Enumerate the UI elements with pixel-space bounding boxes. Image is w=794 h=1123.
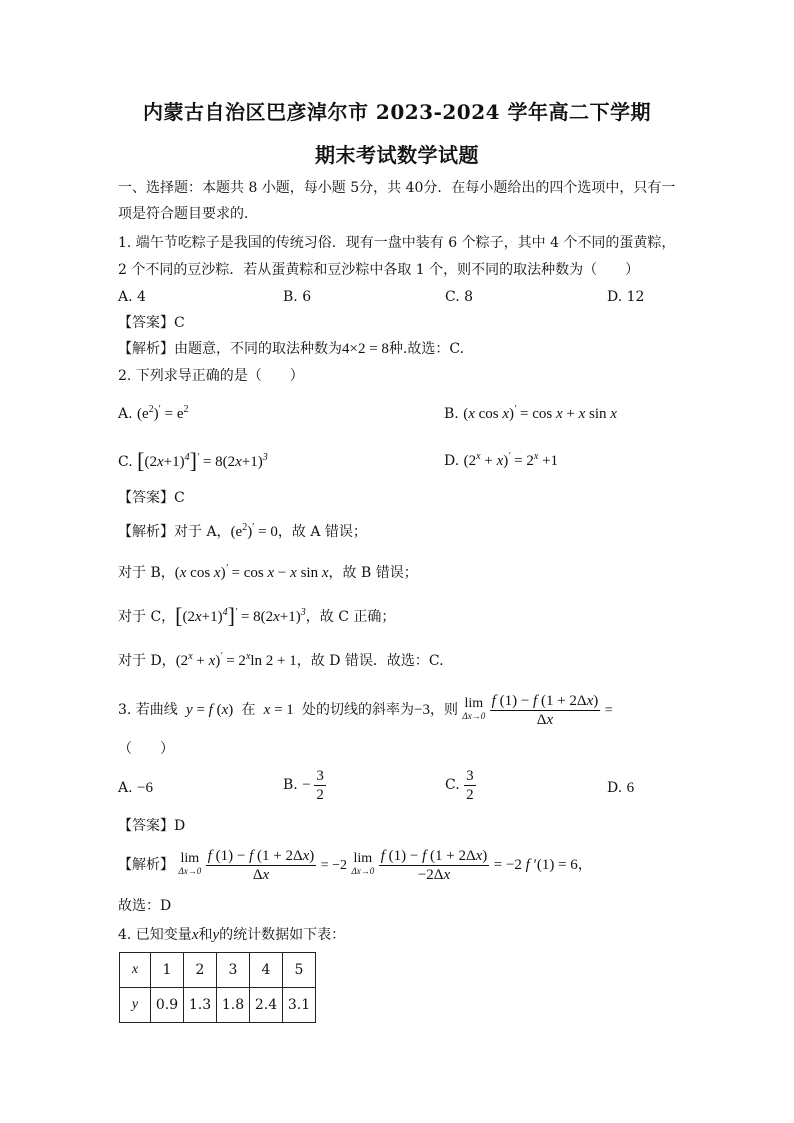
q3-option-b [283,767,326,804]
stem-text: 在 [241,702,256,718]
analysis-result: = −2 f ′(1) = 6 [493,857,578,873]
analysis-formula: 4×2 = 8 [342,341,389,357]
option-value: 6 [626,780,635,796]
analysis-label: 【解析】 [118,857,174,873]
q3-stem: 3. 若曲线 y = f (x) 在 x = 1 处的切线的斜率为−3，则 lim Δx→0 $\frac{f (1) - f (1 + 2\Delta x)}{\Delta x}$ = [118,692,613,728]
analysis-text-end: ，故 B 错误； [328,565,418,581]
table-header-y: y [120,988,151,1023]
table-header-x: x [120,953,151,988]
stem-text: 3. 若曲线 [118,702,178,718]
analysis-text: 对于 D， [118,653,176,669]
exam-title-line1: 内蒙古自治区巴彦淖尔市 2023-2024 学年高二下学期 [142,100,652,124]
table-row-x [120,953,316,988]
q2-analysis-d [118,651,444,671]
option-value: $\frac{3}{2}$ [466,768,474,803]
table-cell: 2.4 [250,988,283,1023]
table-cell: 1.3 [184,988,217,1023]
analysis-text: 对于 C， [118,609,176,625]
analysis-text: 对于 A， [174,524,231,540]
option-label: A. [118,780,133,796]
table-cell: 0.9 [151,988,184,1023]
q1-option-b: B. 6 [283,289,312,305]
analysis-text-end: ，故 A 错误； [277,524,367,540]
q1-option-a: A. 4 [118,289,146,305]
option-value: − $\frac{3}{2}$ [302,768,324,803]
option-value: −6 [137,780,153,796]
limit-symbol: lim Δx→0 [462,696,486,721]
section-instructions-line2: 项是符合题目要求的． [118,206,258,222]
table-cell: 1 [151,953,184,988]
table-cell: 2 [184,953,217,988]
q2-analysis-a [118,522,367,542]
q2-analysis-b [118,563,418,583]
stem-text: 的统计数据如下表： [219,927,346,943]
analysis-text-end: 种.故选：C. [388,341,465,357]
q3-option-c [445,767,476,804]
option-label: B. [283,776,298,793]
limit-symbol: lim Δx→0 [351,851,375,876]
analysis-text-end: ，故 D 错误．故选：C. [296,653,444,669]
q1-stem-line1: 1. 端午节吃粽子是我国的传统习俗．现有一盘中装有 6 个粽子，其中 4 个不同的蛋黄粽， [118,235,676,251]
analysis-formula-a: $(e^2)' = 0$ [230,522,278,540]
formula-b: (x cos x)′ = cos x + x sin x [463,404,617,422]
option-label: D. [607,780,623,796]
q1-stem-line2: 2 个不同的豆沙粽．若从蛋黄粽和豆沙粽中各取 1 个，则不同的取法种数为（ ） [118,262,640,278]
stem-var-x: x [191,927,199,943]
formula-c: $[(2x+1)^4]' = 8(2x+1)^3$ [137,448,268,473]
analysis-label: 【解析】 [118,341,174,357]
analysis-text-end: ，故 C 正确； [305,609,396,625]
table-cell: 5 [283,953,316,988]
q2-option-c [118,448,268,473]
exam-title-line2: 期末考试数学试题 [315,143,479,167]
option-label: B. [444,406,459,422]
q3-option-d [607,778,634,798]
option-label: C. [445,776,460,793]
q1-option-c: C. 8 [445,289,474,305]
option-label: C. [118,454,133,470]
statistics-table [119,952,316,1023]
analysis-text: 由题意，不同的取法种数为 [174,341,342,357]
analysis-fraction-2: $\frac{f (1) - f (1 + 2\Delta x)}{-2\Delta x}$ [380,847,488,883]
analysis-formula-d: $(2^x + x)' = 2^x\ln$ 2 + 1 [175,651,297,669]
section-instructions-line1: 一、选择题：本题共 8 小题，每小题 5分，共 40分．在每小题给出的四个选项中，只有一 [118,180,676,196]
q2-option-a [118,404,188,424]
q3-option-a [118,778,153,798]
analysis-formula-c: $[(2x+1)^4]' = 8(2x+1)^3$ [175,603,306,628]
q2-answer: 【答案】C [118,490,185,506]
stem-curve: y = f (x) [182,702,234,718]
table-cell: 1.8 [217,988,250,1023]
q2-stem: 2. 下列求导正确的是（ ） [118,368,304,384]
q1-analysis [118,339,464,359]
q2-option-d [444,451,558,471]
q3-answer: 【答案】D [118,818,186,834]
q2-analysis-c [118,603,396,628]
analysis-label: 【解析】 [118,524,174,540]
analysis-formula-b: (x cos x)′ = cos x − x sin x [174,563,329,581]
analysis-text: 对于 B， [118,565,175,581]
formula-a: $(e^2)' = e^2$ [137,404,189,422]
stem-text: 和 [198,927,213,943]
q4-stem [118,925,345,945]
stem-slope: −3 [414,702,430,718]
stem-point: x = 1 [259,702,294,718]
stem-var-y: y [212,927,220,943]
limit-symbol: lim Δx→0 [178,851,202,876]
table-cell: 4 [250,953,283,988]
analysis-fraction-1: $\frac{f (1) - f (1 + 2\Delta x)}{\Delta x}$ [207,847,315,883]
stem-text: 处的切线的斜率为 [302,702,414,718]
option-label: D. [444,453,460,469]
q2-option-b [444,404,617,424]
q3-stem-end: （ ） [118,741,174,757]
stem-text: 4. 已知变量 [118,927,192,943]
table-cell: 3.1 [283,988,316,1023]
q3-analysis: 【解析】 lim Δx→0 $\frac{f (1) - f (1 + 2\Delta x)}{\Delta x}$ = −2 lim Δx→0 $\frac{f (1) - f (1 + 2\Delta x)}{-2\Delta x}$ = −2 f ′(1) = 6， [118,847,592,883]
table-row-y [120,988,316,1023]
q1-option-d: D. 12 [607,289,645,305]
q1-answer: 【答案】C [118,315,185,331]
q3-conclusion: 故选：D [118,898,172,914]
option-label: A. [118,406,133,422]
formula-d: $(2^x + x)' = 2^x +1$ [463,451,559,469]
stem-text: ，则 [429,702,458,718]
table-cell: 3 [217,953,250,988]
limit-fraction: $\frac{f (1) - f (1 + 2\Delta x)}{\Delta x}$ [491,692,599,728]
